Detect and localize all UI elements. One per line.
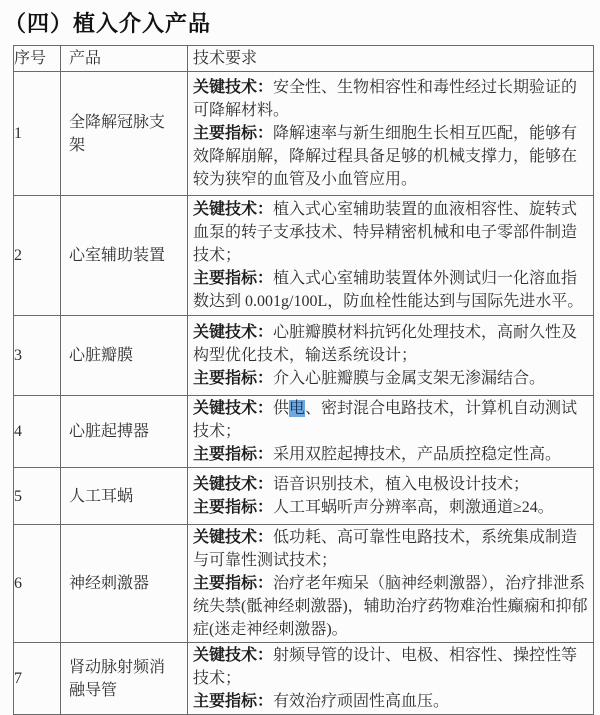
key-tech-paragraph: [193, 321, 590, 367]
tech-requirements-cell: [188, 396, 594, 468]
table-row: [14, 196, 594, 316]
row-number: 3: [14, 316, 61, 396]
table-row: [14, 643, 594, 715]
table-row: [14, 396, 594, 468]
indicator-label: 主要指标：: [193, 693, 274, 710]
tech-requirements-cell: [188, 468, 594, 525]
header-序号: 序号: [14, 46, 61, 72]
row-number: 2: [14, 196, 61, 316]
indicator-paragraph: [193, 496, 590, 519]
indicator-paragraph: [193, 122, 590, 191]
indicator-paragraph: [193, 690, 590, 713]
section-title: （四）植入介入产品: [4, 11, 212, 36]
tech-requirements-cell: [188, 643, 594, 715]
row-number: 5: [14, 468, 61, 525]
key-tech-text: 、密封混合电路技术，计算机自动测试技术；: [193, 400, 578, 440]
key-tech-text: 供: [273, 400, 290, 417]
product-name: 心脏起搏器: [61, 396, 188, 468]
indicator-text: 人工耳蜗听声分辨率高，刺激通道≥24。: [273, 499, 554, 516]
key-tech-paragraph: [193, 198, 590, 267]
header-产品: 产品: [61, 46, 188, 72]
product-name: 人工耳蜗: [61, 468, 188, 525]
table-row: [14, 72, 594, 196]
indicator-paragraph: [193, 367, 590, 390]
indicator-paragraph: [193, 267, 590, 313]
product-name: 肾动脉射频消融导管: [61, 643, 188, 715]
indicator-label: 主要指标：: [193, 370, 274, 387]
product-name: 心室辅助装置: [61, 196, 188, 316]
product-name: 心脏瓣膜: [61, 316, 188, 396]
key-tech-label: 关键技术：: [193, 400, 274, 417]
indicator-text: 植入式心室辅助装置体外测试归一化溶血指数达到 0.001g/100L，防血栓性能达到与国际先进水平。: [193, 270, 584, 310]
indicator-text: 降解速率与新生细胞生长相互匹配，能够有效降解崩解，降解过程具备足够的机械支撑力，能够在较为狭窄的血管及小血管应用。: [193, 125, 578, 188]
table-row: [14, 525, 594, 643]
indicator-paragraph: [193, 572, 590, 641]
key-tech-text: 植入式心室辅助装置的血液相容性、旋转式血泵的转子支承技术、特异精密机械和电子零部件制造技术；: [193, 201, 578, 264]
product-name: 神经刺激器: [61, 525, 188, 643]
key-tech-label: 关键技术：: [193, 529, 274, 546]
key-tech-paragraph: [193, 397, 590, 443]
indicator-paragraph: [193, 443, 590, 466]
product-name: 全降解冠脉支架: [61, 72, 188, 196]
table-row: [14, 468, 594, 525]
key-tech-text: 射频导管的设计、电极、相容性、操控性等技术；: [193, 647, 578, 687]
indicator-label: 主要指标：: [193, 446, 274, 463]
key-tech-paragraph: [193, 473, 590, 496]
header-技术要求: 技术要求: [188, 46, 594, 72]
indicator-text: 治疗老年痴呆（脑神经刺激器），治疗排泄系统失禁(骶神经刺激器)，辅助治疗药物难治性癫痫和抑郁症(迷走神经刺激器)。: [193, 575, 588, 638]
row-number: 6: [14, 525, 61, 643]
indicator-label: 主要指标：: [193, 270, 274, 287]
table-header-row: [14, 46, 594, 72]
search-highlight: 电: [289, 400, 306, 417]
row-number: 1: [14, 72, 61, 196]
row-number: 4: [14, 396, 61, 468]
key-tech-paragraph: [193, 526, 590, 572]
table-row: [14, 316, 594, 396]
key-tech-label: 关键技术：: [193, 324, 274, 341]
indicator-label: 主要指标：: [193, 575, 274, 592]
key-tech-label: 关键技术：: [193, 201, 274, 218]
key-tech-text: 低功耗、高可靠性电路技术，系统集成制造与可靠性测试技术；: [193, 529, 578, 569]
tech-requirements-cell: [188, 316, 594, 396]
row-number: 7: [14, 643, 61, 715]
indicator-label: 主要指标：: [193, 499, 274, 516]
key-tech-label: 关键技术：: [193, 79, 274, 96]
key-tech-label: 关键技术：: [193, 476, 274, 493]
products-table: [13, 45, 594, 715]
key-tech-label: 关键技术：: [193, 647, 274, 664]
indicator-text: 采用双腔起搏技术，产品质控稳定性高。: [273, 446, 562, 463]
key-tech-text: 心脏瓣膜材料抗钙化处理技术，高耐久性及构型优化技术，输送系统设计；: [193, 324, 578, 364]
key-tech-paragraph: [193, 76, 590, 122]
indicator-label: 主要指标：: [193, 125, 274, 142]
tech-requirements-cell: [188, 525, 594, 643]
key-tech-text: 安全性、生物相容性和毒性经过长期验证的可降解材料。: [193, 79, 578, 119]
tech-requirements-cell: [188, 196, 594, 316]
key-tech-paragraph: [193, 644, 590, 690]
tech-requirements-cell: [188, 72, 594, 196]
indicator-text: 介入心脏瓣膜与金属支架无渗漏结合。: [273, 370, 546, 387]
indicator-text: 有效治疗顽固性高血压。: [273, 693, 450, 710]
key-tech-text: 语音识别技术，植入电极设计技术；: [273, 476, 530, 493]
